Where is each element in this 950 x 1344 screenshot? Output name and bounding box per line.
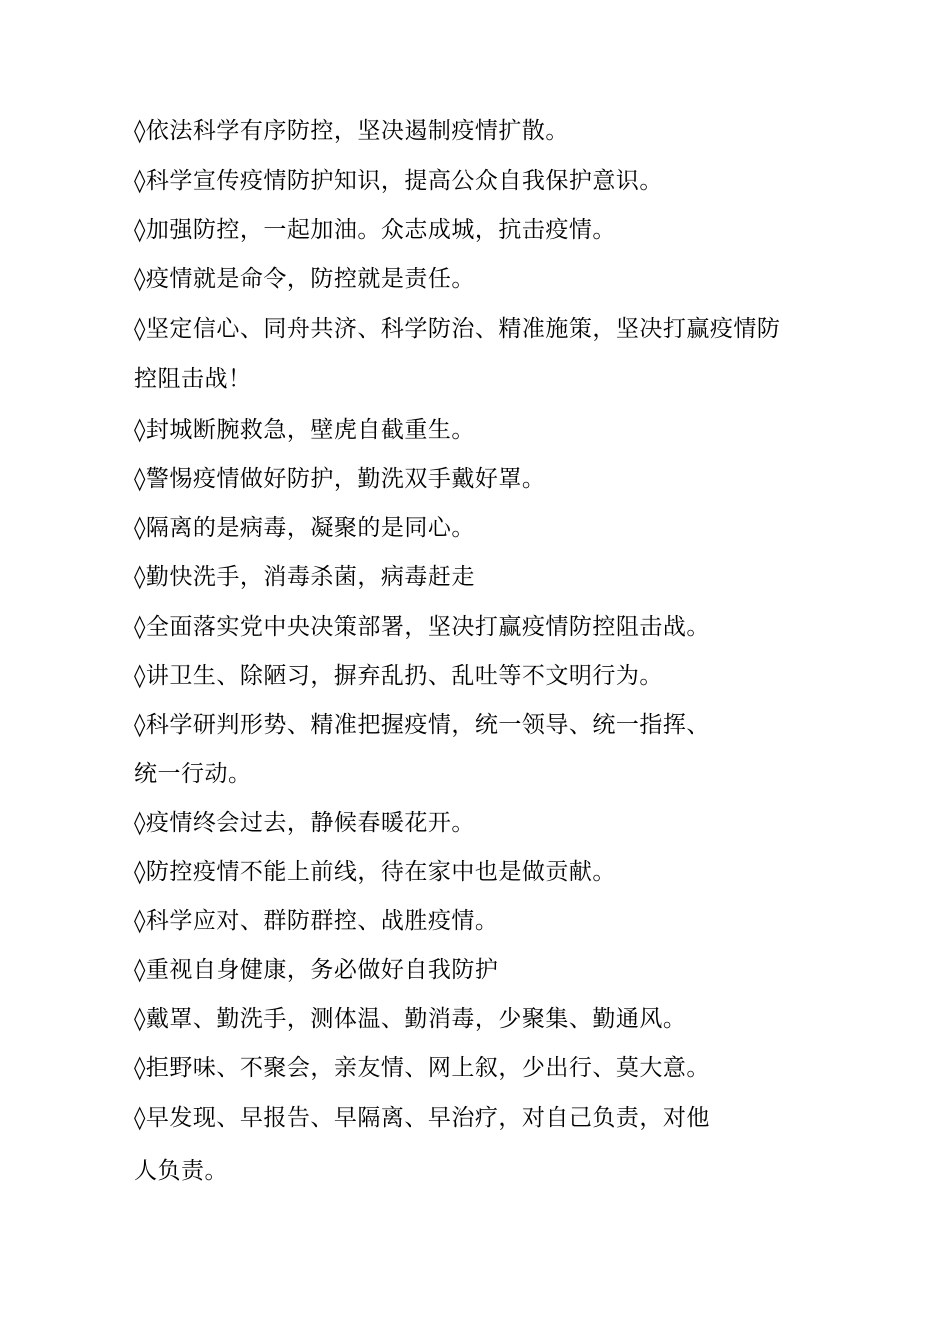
slogan-line: ◊戴罩、勤洗手，测体温、勤消毒，少聚集、勤通风。 — [134, 1006, 687, 1032]
slogan-line-continuation: 控阻击战！ — [134, 366, 252, 392]
slogan-line: ◊科学宣传疫情防护知识，提高公众自我保护意识。 — [134, 168, 663, 194]
slogan-line: ◊疫情终会过去，静候春暖花开。 — [134, 810, 475, 836]
slogan-line: ◊全面落实党中央决策部署，坚决打赢疫情防控阻击战。 — [134, 614, 710, 640]
slogan-line-continuation: 人负责。 — [134, 1158, 228, 1184]
slogan-line: ◊隔离的是病毒，凝聚的是同心。 — [134, 515, 475, 541]
slogan-line: ◊坚定信心、同舟共济、科学防治、精准施策，坚决打赢疫情防 — [134, 316, 781, 342]
slogan-line: ◊科学应对、群防群控、战胜疫情。 — [134, 908, 499, 934]
slogan-line: ◊勤快洗手，消毒杀菌，病毒赶走 — [134, 564, 475, 590]
slogan-line: ◊科学研判形势、精准把握疫情，统一领导、统一指挥、 — [134, 712, 710, 738]
slogan-line: ◊封城断腕救急，壁虎自截重生。 — [134, 417, 475, 443]
slogan-line: ◊讲卫生、除陋习，摒弃乱扔、乱吐等不文明行为。 — [134, 663, 663, 689]
slogan-line: ◊疫情就是命令，防控就是责任。 — [134, 266, 475, 292]
slogan-line-continuation: 统一行动。 — [134, 761, 252, 787]
slogan-line: ◊加强防控，一起加油。众志成城，抗击疫情。 — [134, 217, 616, 243]
slogan-line: ◊重视自身健康，务必做好自我防护 — [134, 957, 499, 983]
slogan-line: ◊警惕疫情做好防护，勤洗双手戴好罩。 — [134, 466, 546, 492]
slogan-line: ◊依法科学有序防控，坚决遏制疫情扩散。 — [134, 118, 569, 144]
slogan-line: ◊早发现、早报告、早隔离、早治疗，对自己负责，对他 — [134, 1105, 710, 1131]
slogan-line: ◊拒野味、不聚会，亲友情、网上叙，少出行、莫大意。 — [134, 1055, 710, 1081]
slogan-line: ◊防控疫情不能上前线，待在家中也是做贡献。 — [134, 859, 616, 885]
